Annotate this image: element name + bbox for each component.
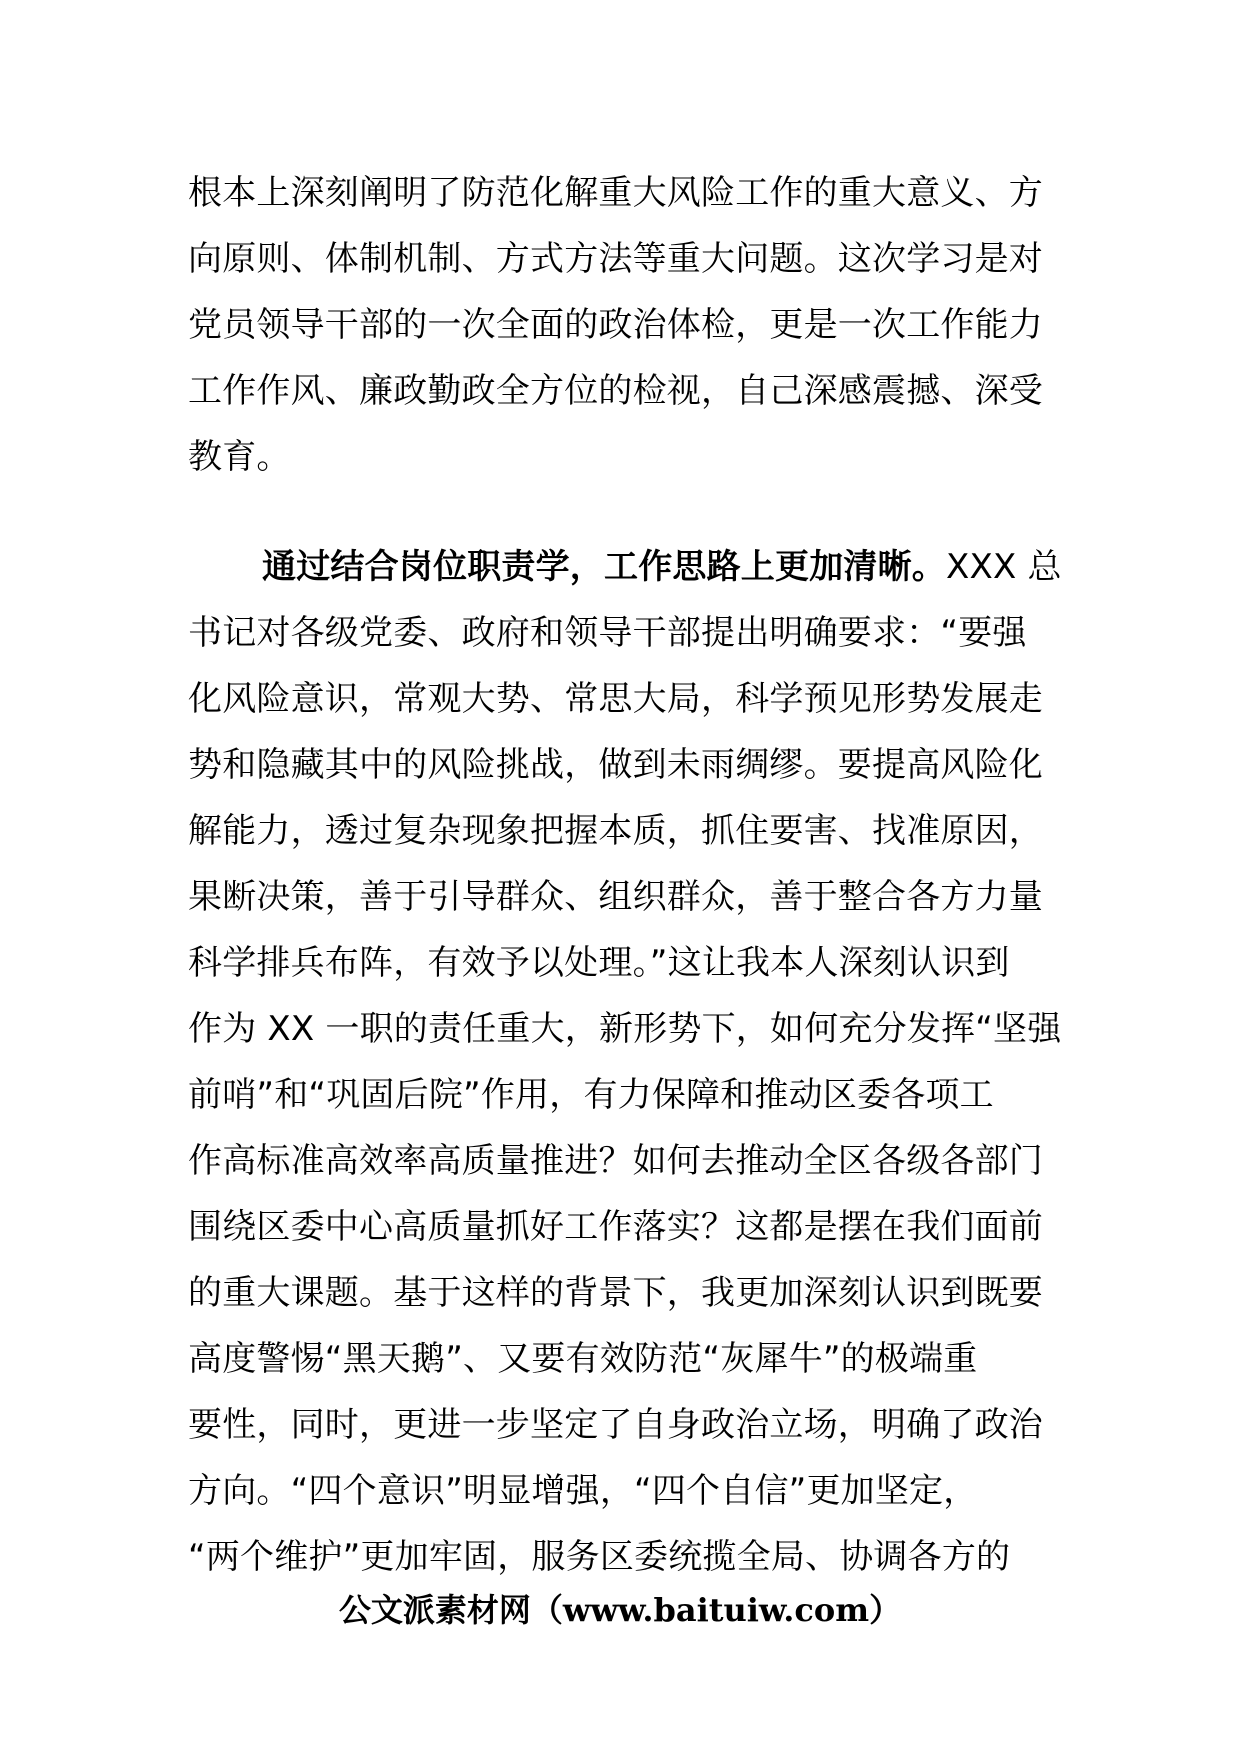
paragraph-heading: 通过结合岗位职责学，工作思路上更加清晰。 bbox=[262, 547, 946, 587]
paragraph-line: 要性，同时，更进一步坚定了自身政治立场，明确了政治 bbox=[188, 1405, 1043, 1445]
paragraph-line: 高度警惕“黑天鹅”、又要有效防范“灰犀牛”的极端重 bbox=[188, 1339, 978, 1379]
footer-watermark: 公文派素材网（www.baituiw.com） bbox=[338, 1591, 902, 1629]
paragraph-line: 围绕区委中心高质量抓好工作落实？这都是摆在我们面前 bbox=[188, 1207, 1043, 1247]
paragraph-line: “两个维护”更加牢固，服务区委统揽全局、协调各方的 bbox=[188, 1537, 1011, 1577]
paragraph-first-line-text: XXX 总 bbox=[946, 547, 1062, 587]
paragraph-line: 前哨”和“巩固后院”作用，有力保障和推动区委各项工 bbox=[188, 1075, 994, 1115]
paragraph-first-line bbox=[188, 534, 1062, 600]
paragraph-spacing bbox=[188, 490, 1058, 534]
paragraph-line: 化风险意识，常观大势、常思大局，科学预见形势发展走 bbox=[188, 679, 1043, 719]
paragraph-line: 果断决策，善于引导群众、组织群众，善于整合各方力量 bbox=[188, 877, 1043, 917]
paragraph-line: 工作作风、廉政勤政全方位的检视，自己深感震撼、深受 bbox=[188, 371, 1043, 411]
paragraph-line: 作为 XX 一职的责任重大，新形势下，如何充分发挥“坚强 bbox=[188, 1009, 1062, 1049]
paragraph-line: 党员领导干部的一次全面的政治体检，更是一次工作能力 bbox=[188, 305, 1043, 345]
paragraph-line: 科学排兵布阵，有效予以处理。”这让我本人深刻认识到 bbox=[188, 943, 1010, 983]
paragraph-line: 的重大课题。基于这样的背景下，我更加深刻认识到既要 bbox=[188, 1273, 1043, 1313]
paragraph-line: 教育。 bbox=[188, 437, 291, 477]
body-text bbox=[188, 160, 1062, 1590]
paragraph-1 bbox=[188, 160, 1058, 490]
paragraph-line: 向原则、体制机制、方式方法等重大问题。这次学习是对 bbox=[188, 239, 1043, 279]
paragraph-line: 势和隐藏其中的风险挑战，做到未雨绸缪。要提高风险化 bbox=[188, 745, 1043, 785]
paragraph-line: 书记对各级党委、政府和领导干部提出明确要求：“要强 bbox=[188, 613, 1027, 653]
paragraph-line: 方向。“四个意识”明显增强，“四个自信”更加坚定， bbox=[188, 1471, 978, 1511]
paragraph-line: 作高标准高效率高质量推进？如何去推动全区各级各部门 bbox=[188, 1141, 1043, 1181]
paragraph-line: 根本上深刻阐明了防范化解重大风险工作的重大意义、方 bbox=[188, 173, 1043, 213]
paragraph-line: 解能力，透过复杂现象把握本质，抓住要害、找准原因， bbox=[188, 811, 1043, 851]
paragraph-2 bbox=[188, 534, 1062, 1590]
